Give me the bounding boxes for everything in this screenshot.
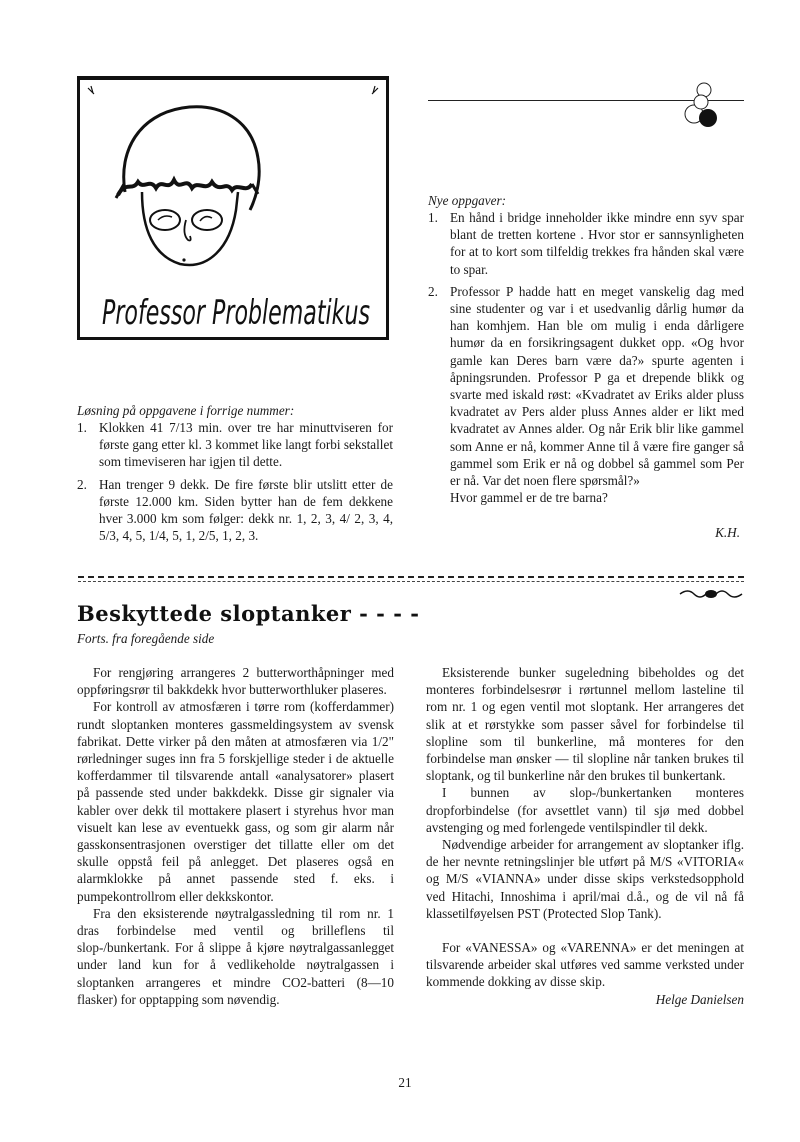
article-paragraph: Eksisterende bunker sugeledning bibeholdes og det monteres forbindelsesrør i rørtunnel mellom lasteline til rom nr. 1 og egen ventil mot sloptank. Her arrangeres det slik at et rørstykke som passer såvel for forbindelse til slopline som til bunkerline, må monteres for den forbindelse man ønsker — til slopline når tanken brukes til sloptank, og til bunkerline når den brukes til bunkertank. [426,665,744,784]
balls-icon [676,80,724,132]
article-author: Helge Danielsen [655,991,744,1007]
problem-item [428,283,744,507]
article-paragraph: Nødvendige arbeider for arrangement av sloptanker iflg. de her nevnte retningslinjer ble utført på M/S «VITORIA« og M/S «VIANNA» under disse skips verkstedsopphold ved Hitachi, Innoshima i april/mai d.å., og de vil nå få klassetilføyelsen PST (Protected Slop Tank). [426,837,744,921]
problem-question: Hvor gammel er de tre barna? [450,490,608,506]
cartoon-frame [77,76,389,340]
article-right-column [426,664,744,1008]
section-divider-thin [78,581,744,582]
solution-text: Han trenger 9 dekk. De fire første blir utslitt etter de første 12.000 km. Siden bytter han de fem dekkene hver 3.000 km som følger: dekk nr. 1, 2, 3, 4/ 2, 3, 4, 5/3, 4, 5, 1/4, 5, 1, 2/5, 1, 2, 3. [99,476,393,544]
article-paragraph: I bunnen av slop-/bunkertanken monteres dropforbindelse (for avsettlet vann) til sjø med dobbel avstenging og med forlengede ventilspindler til dekk. [426,785,744,835]
new-problems-list [428,209,744,506]
solution-item [77,476,393,545]
new-problems-heading: Nye oppgaver: [428,193,506,208]
article-paragraph: For «VANESSA» og «VARENNA» er det meningen at tilsvarende arbeider skal utføres ved samme verksted under kommende dokking av disse skip. [426,940,744,990]
problem-text: En hånd i bridge inneholder ikke mindre enn syv spar blant de tretten kortene . Hvor stor er sannsynligheten for at to kort som tilfeldig trekkes fra hånden skal være to spar. [450,210,744,277]
solution-text: Klokken 41 7/13 min. over tre har minuttviseren for første gang etter kl. 3 kommet like langt forbi sekstallet som timeviseren har igjen til dette. [99,420,393,470]
cartoon-title: Professor Problematikus [102,293,370,333]
article-title: Beskyttede sloptanker - - - - [77,601,420,626]
problem-number: 2. [428,283,438,299]
article-subtitle: Forts. fra foregående side [77,631,215,646]
article-paragraph: Fra den eksisterende nøytralgassledning til rom nr. 1 dras forbindelse med ventil og brilleflens til slop-/bunkertank. For å slippe å kjøre nøytralgassanlegget under land kun for å vedlikeholde nøytralgassen i sloptanken arrangeres et mindre CO2-batteri (8—10 flasker) for opptapping som nøvendig. [77,905,394,1007]
page-number: 21 [398,1075,412,1090]
professor-cartoon-drawing [80,80,386,338]
problem-number: 1. [428,210,438,225]
solutions-heading: Løsning på oppgavene i forrige nummer: [77,403,295,418]
solution-number: 1. [77,420,87,435]
article-left-column [77,664,394,1008]
ornament-icon [678,588,744,600]
problem-item [428,209,744,278]
solution-number: 2. [77,476,87,492]
solutions-list [77,419,393,544]
solution-item [77,419,393,471]
article-paragraph: For rengjøring arrangeres 2 butterworthåpninger med oppføringsrør til bakkdekk hvor butterworthluker plaseres. [77,665,394,698]
section-divider [78,576,744,578]
problems-signature: K.H. [715,525,740,540]
article-paragraph: For kontroll av atmosfæren i tørre rom (kofferdammer) rundt sloptanken monteres gassmeldingsystem av svensk fabrikat. Dette virker på den måten at atmosfæren via 1/2" rørledninger suges inn fra 5 forskjellige steder i de aktuelle kofferdammer til tilsvarende antall «analysatorer» plasert på passende sted under bakkdekk. Disse gir signaler via kabler over dekk til mottakere plasert i styrehus hvor man visuelt kan lese av eventuekk gass, og som gir alarm når gasskonsentrasjonen overstiger det tillatte eller om det skulle oppstå feil på anlegget. Det plaseres også en alarmklokke på annet passende sted f. eks. i pumpekontrollrom eller dekkskontor. [77,699,394,904]
problem-text: Professor P hadde hatt en meget vanskelig dag med sine studenter og var i et usedvanlig dårlig humør da han komhjem. Han ble om mulig i enda dårligere humør da en forsikringsagent dukket opp. «Og hvor gamle kan Deres barn være da?» spurte agenten i åpningsrunden. Professor P ga et drepende blikk og svarte med iskald røst: «Kvadratet av Eriks alder pluss kvadratet av Pers alder pluss Annes alder er likt med kvadratet av Annes alder. Og når Erik blir like gammel som Anne er nå, kommer Anne til å være fire ganger så gammel som Erik er nå og dobbel så gammel som Per er nå. Var det noen flere spørsmål?» [450,283,744,489]
